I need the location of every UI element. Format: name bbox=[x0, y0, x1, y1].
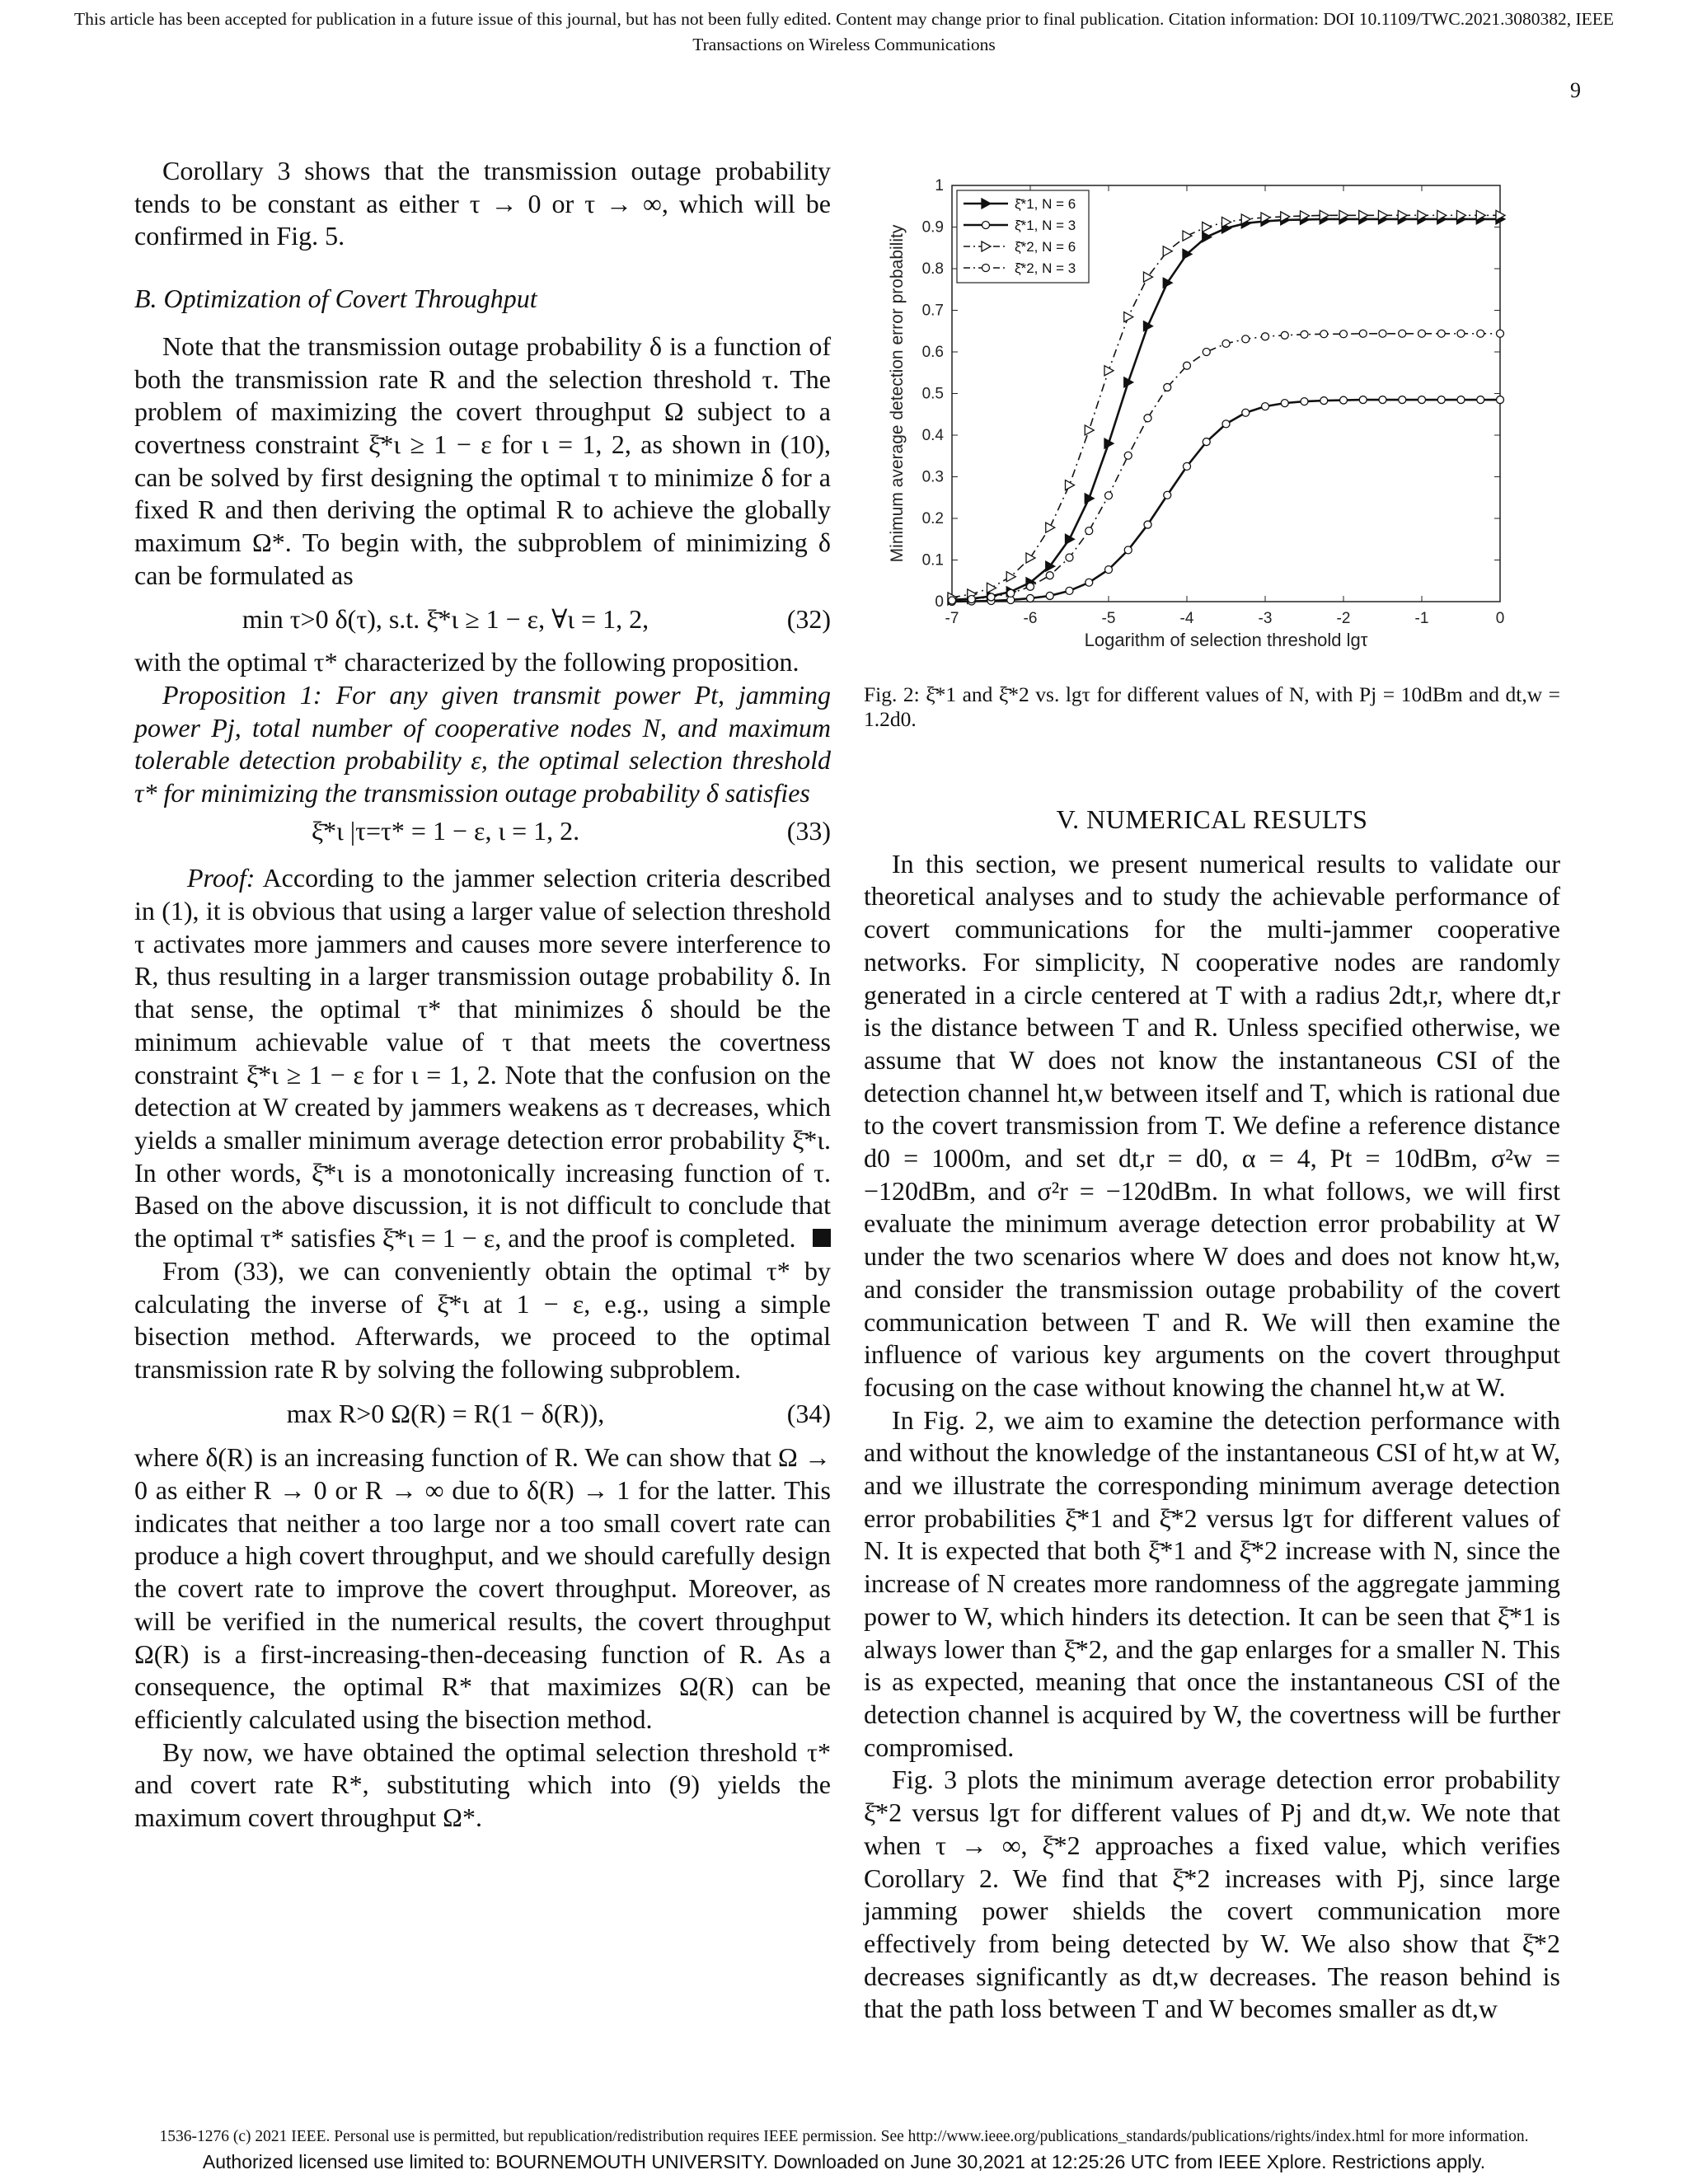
series-2-point bbox=[1320, 397, 1328, 405]
equation-34-body: max R>0 Ω(R) = R(1 − δ(R)), bbox=[286, 1398, 605, 1428]
proposition-1-text: For any given transmit power Pt, jamming power Pj, total number of cooperative nodes N, and maximum tolerable detection probability ε, the optimal selection threshold τ* for minimizing the transmission outage probability δ satisfies bbox=[134, 679, 832, 808]
x-tick-label: 0 bbox=[1495, 610, 1505, 627]
series-4-point bbox=[1457, 330, 1465, 337]
y-tick-label: 0.8 bbox=[921, 260, 944, 278]
series-2-point bbox=[1184, 462, 1191, 470]
x-tick-label: -3 bbox=[1258, 610, 1273, 627]
series-4-point bbox=[1066, 554, 1073, 561]
series-2-point bbox=[1027, 594, 1034, 602]
paragraph-inverse-bisection: From (33), we can conveniently obtain the optimal τ* by calculating the inverse of ξ̄*ι at 1 − ε, e.g., using a simple bisection method. Afterwards, we proceed to the optimal transmission rate R by solving the following subproblem. bbox=[134, 1255, 831, 1384]
series-3-point bbox=[1183, 231, 1192, 241]
series-3-point bbox=[1026, 553, 1035, 563]
series-4-point bbox=[1184, 362, 1191, 369]
legend-label-2: ξ̄*1, N = 3 bbox=[1015, 218, 1076, 233]
series-2-point bbox=[1164, 491, 1171, 499]
series-4-point bbox=[1359, 330, 1367, 337]
series-2-point bbox=[1340, 396, 1348, 404]
series-4-point bbox=[1027, 583, 1034, 590]
running-header-line2: Transactions on Wireless Communications bbox=[692, 35, 996, 54]
series-4-point bbox=[1379, 330, 1386, 337]
proof-label: Proof: bbox=[187, 863, 256, 893]
paragraph-summary: By now, we have obtained the optimal selection threshold τ* and covert rate R*, substituting which into (9) yields the maximum covert throughput Ω*. bbox=[134, 1736, 831, 1833]
figure-2-chart bbox=[857, 169, 1533, 672]
series-3-point bbox=[1203, 223, 1212, 232]
proof-paragraph bbox=[134, 862, 831, 1254]
series-2-point bbox=[1066, 587, 1073, 594]
paragraph-corollary-3: Corollary 3 shows that the transmission outage probability tends to be constant as either τ → 0 or τ → ∞, which will be confirmed in Fig. 5. bbox=[134, 156, 831, 251]
series-4-point bbox=[1437, 330, 1445, 337]
y-tick-label: 0.6 bbox=[921, 344, 944, 361]
series-2-point bbox=[1477, 396, 1484, 404]
copyright-footer: 1536-1276 (c) 2021 IEEE. Personal use is permitted, but republication/redistribution requires IEEE permission. See http://www.ieee.org/publications_standards/publications/rights/index.html for more information. bbox=[159, 2128, 1529, 2145]
equation-33 bbox=[134, 815, 831, 848]
series-4-point bbox=[1046, 572, 1053, 579]
series-2-point bbox=[1281, 400, 1288, 407]
series-4-point bbox=[1281, 331, 1288, 339]
series-4-point bbox=[1105, 492, 1113, 499]
series-4-point bbox=[1124, 452, 1132, 459]
series-4-point bbox=[987, 593, 995, 601]
equation-34-number: (34) bbox=[786, 1398, 831, 1428]
y-tick-label: 0.3 bbox=[921, 468, 944, 486]
section-v-heading: V. NUMERICAL RESULTS bbox=[1056, 804, 1368, 834]
y-tick-label: 0.7 bbox=[921, 302, 944, 320]
equation-34 bbox=[134, 1398, 831, 1431]
license-footer: Authorized licensed use limited to: BOURNEMOUTH UNIVERSITY. Downloaded on June 30,2021 at 12:25:26 UTC from IEEE Xplore. Restrictions apply. bbox=[202, 2151, 1486, 2172]
series-4-point bbox=[1085, 527, 1093, 535]
series-4-point bbox=[1262, 333, 1269, 340]
x-axis-label: Logarithm of selection threshold lgτ bbox=[1084, 630, 1368, 650]
series-2-point bbox=[1262, 403, 1269, 410]
equation-32-body: min τ>0 δ(τ), s.t. ξ̄*ι ≥ 1 − ε, ∀ι = 1, 2, bbox=[241, 604, 649, 635]
x-tick-label: -1 bbox=[1414, 610, 1429, 627]
y-axis-label: Minimum average detection error probability bbox=[888, 224, 907, 563]
series-2-point bbox=[1203, 438, 1210, 446]
x-tick-label: -6 bbox=[1023, 610, 1038, 627]
series-4-point bbox=[1320, 330, 1328, 338]
equation-33-number: (33) bbox=[786, 815, 831, 846]
series-2-point bbox=[1222, 420, 1230, 428]
section-b-heading: B. Optimization of Covert Throughput bbox=[134, 284, 537, 314]
series-2-point bbox=[1497, 396, 1504, 404]
series-4-point bbox=[968, 595, 975, 602]
paragraph-fig2-discussion: In Fig. 2, we aim to examine the detection performance with and without the knowledge of the instantaneous CSI of ht,w at W, and we illustrate the corresponding minimum average detection error probabilities ξ̄*1 and ξ̄*2 versus lgτ for different values of N. It is expected that both ξ̄*1 and ξ̄*2 increase with N, since the increase of N creates more randomness of the aggregate jamming power to W, which hinders its detection. It can be seen that ξ̄*1 is always lower than ξ̄*2, and the gap enlarges for a smaller N. This is as expected, meaning that once the instantaneous CSI of the detection channel is acquired by W, the covertness will be further compromised. bbox=[864, 1404, 1560, 1762]
series-2-point bbox=[1105, 566, 1113, 574]
legend-label-4: ξ̄*2, N = 3 bbox=[1015, 260, 1076, 276]
series-4-point bbox=[1497, 330, 1504, 337]
series-2-point bbox=[1379, 396, 1386, 404]
series-2-point bbox=[1242, 409, 1250, 416]
y-tick-label: 0.2 bbox=[921, 510, 944, 527]
series-3-point bbox=[1046, 523, 1055, 532]
series-3-point bbox=[1163, 246, 1172, 256]
qed-square-icon bbox=[813, 1229, 831, 1247]
series-2-point bbox=[1359, 396, 1367, 404]
paragraph-delta-increasing: where δ(R) is an increasing function of R. We can show that Ω → 0 as either R → 0 or R → ∞ due to δ(R) → 1 for the latter. This indicates that neither a too large nor a too small covert rate can produce a high covert throughput, and we should carefully design the covert rate to improve the covert throughput. Moreover, as will be verified in the numerical results, the covert throughput Ω(R) is a first-increasing-then-deceasing function of R. As a consequence, the optimal R* that maximizes Ω(R) can be efficiently calculated using the bisection method. bbox=[134, 1442, 831, 1734]
y-tick-label: 0.4 bbox=[921, 427, 944, 444]
left-column bbox=[134, 155, 831, 1835]
proof-text: According to the jammer selection criteria described in (1), it is obvious that using a larger value of selection threshold τ activates more jammers and causes more severe interference to R, thus resulting in a larger transmission outage probability δ. In that sense, the optimal τ* that minimizes δ should be the minimum achievable value of τ that meets the covertness constraint ξ̄*ι ≥ 1 − ε for ι = 1, 2. Note that the confusion on the detection at W created by jammers weakens as τ decreases, which yields a smaller minimum average detection error probability ξ̄*ι. In other words, ξ̄*ι is a monotonically increasing function of τ. Based on the above discussion, it is not difficult to conclude that the optimal τ* satisfies ξ̄*ι = 1 − ε, and the proof is completed. bbox=[134, 863, 832, 1254]
series-4-point bbox=[1242, 335, 1250, 343]
series-2-point bbox=[1418, 396, 1426, 404]
right-column bbox=[864, 804, 1560, 2026]
y-tick-label: 1 bbox=[935, 177, 944, 194]
series-4-point bbox=[1477, 330, 1484, 337]
legend-marker-4 bbox=[982, 265, 990, 272]
series-3-point bbox=[1124, 312, 1133, 322]
series-2-point bbox=[1437, 396, 1445, 404]
proposition-1-label: Proposition 1: bbox=[162, 679, 322, 710]
x-tick-label: -4 bbox=[1179, 610, 1194, 627]
series-4-point bbox=[1203, 349, 1210, 356]
x-tick-label: -2 bbox=[1336, 610, 1351, 627]
equation-33-body: ξ̄*ι |τ=τ* = 1 − ε, ι = 1, 2. bbox=[311, 815, 580, 846]
series-2-point bbox=[1124, 546, 1132, 554]
series-line-2 bbox=[952, 400, 1500, 602]
paragraph-optimal-tau: with the optimal τ* characterized by the following proposition. bbox=[134, 647, 799, 677]
y-tick-label: 0.1 bbox=[921, 551, 944, 569]
legend-label-1: ξ̄*1, N = 6 bbox=[1015, 196, 1076, 212]
series-4-point bbox=[1144, 415, 1151, 422]
x-tick-label: -5 bbox=[1101, 610, 1116, 627]
paragraph-fig3-discussion: Fig. 3 plots the minimum average detection error probability ξ̄*2 versus lgτ for different values of Pj and dt,w. We note that when τ → ∞, ξ̄*2 approaches a fixed value, which verifies Corollary 2. We find that ξ̄*2 increases with Pj, since large jamming power shields the covert communication more effectively from being detected by W. We also show that ξ̄*2 decreases significantly as dt,w decreases. The reason behind is that the path loss between T and W becomes smaller as dt,w bbox=[864, 1765, 1560, 2024]
series-1-point bbox=[1066, 534, 1075, 544]
y-tick-label: 0.5 bbox=[921, 385, 944, 403]
series-3-point bbox=[1144, 272, 1153, 282]
series-2-point bbox=[1046, 592, 1053, 599]
series-4-point bbox=[1301, 330, 1308, 338]
series-line-4 bbox=[952, 334, 1500, 601]
series-2-point bbox=[1457, 396, 1465, 404]
proposition-1 bbox=[134, 679, 831, 810]
series-3-point bbox=[1104, 366, 1114, 376]
equation-32 bbox=[134, 603, 831, 636]
series-4-point bbox=[1418, 330, 1426, 337]
paragraph-numerical-intro: In this section, we present numerical results to validate our theoretical analyses and to study the achievable performance of covert communications for the multi-jammer cooperative networks. For simplicity, N cooperative nodes are randomly generated in a circle centered at T with a radius 2dt,r, where dt,r is the distance between T and R. Unless specified otherwise, we assume that W does not know the instantaneous CSI of the detection channel ht,w between itself and T, which is rational due to the covert transmission from T. We define a reference distance d0 = 1000m, and set dt,r = d0, α = 4, Pt = 10dBm, σ²w = −120dBm, and σ²r = −120dBm. In what follows, we will first evaluate the minimum average detection error probability at W under the two scenarios where W does and does not know ht,w, and consider the transmission outage probability of the covert communication between T and R. We will then examine the influence of various key arguments on the covert throughput focusing on the case without knowing the channel ht,w at W. bbox=[864, 848, 1560, 1402]
y-tick-label: 0 bbox=[935, 593, 944, 611]
series-4-point bbox=[949, 597, 956, 604]
series-4-point bbox=[1340, 330, 1348, 338]
series-2-point bbox=[1301, 398, 1308, 405]
equation-32-number: (32) bbox=[786, 604, 831, 635]
series-2-point bbox=[1399, 396, 1406, 404]
series-4-point bbox=[1399, 330, 1406, 337]
x-tick-label: -7 bbox=[945, 610, 959, 627]
y-tick-label: 0.9 bbox=[921, 218, 944, 237]
page-number: 9 bbox=[1570, 78, 1581, 102]
series-4-point bbox=[1007, 589, 1015, 597]
legend-marker-2 bbox=[982, 222, 990, 229]
running-header-line1: This article has been accepted for publication in a future issue of this journal, but has not been fully edited. Content may change prior to final publication. Citation information: DOI 10.1109/TWC.2021.3080382, IEEE bbox=[73, 9, 1615, 29]
series-3-point bbox=[1066, 480, 1075, 490]
series-4-point bbox=[1164, 383, 1171, 391]
series-1-point bbox=[1203, 232, 1212, 242]
series-3-point bbox=[987, 583, 996, 593]
series-4-point bbox=[1222, 340, 1230, 347]
paragraph-optimization-intro: Note that the transmission outage probability δ is a function of both the transmission rate R and the selection threshold τ. The problem of maximizing the covert throughput Ω subject to a covertness constraint ξ̄*ι ≥ 1 − ε for ι = 1, 2, as shown in (10), can be solved by first designing the optimal τ to minimize δ for a fixed R and then deriving the optimal R to achieve the globally maximum Ω*. To begin with, the subproblem of minimizing δ can be formulated as bbox=[134, 330, 831, 590]
figure-2-caption: Fig. 2: ξ̄*1 and ξ̄*2 vs. lgτ for different values of N, with Pj = 10dBm and dt,w = 1.2d0. bbox=[864, 682, 1560, 731]
series-3-point bbox=[1085, 425, 1094, 435]
series-2-point bbox=[1144, 521, 1151, 528]
series-2-point bbox=[1085, 579, 1093, 586]
legend-label-3: ξ̄*2, N = 6 bbox=[1015, 239, 1076, 255]
